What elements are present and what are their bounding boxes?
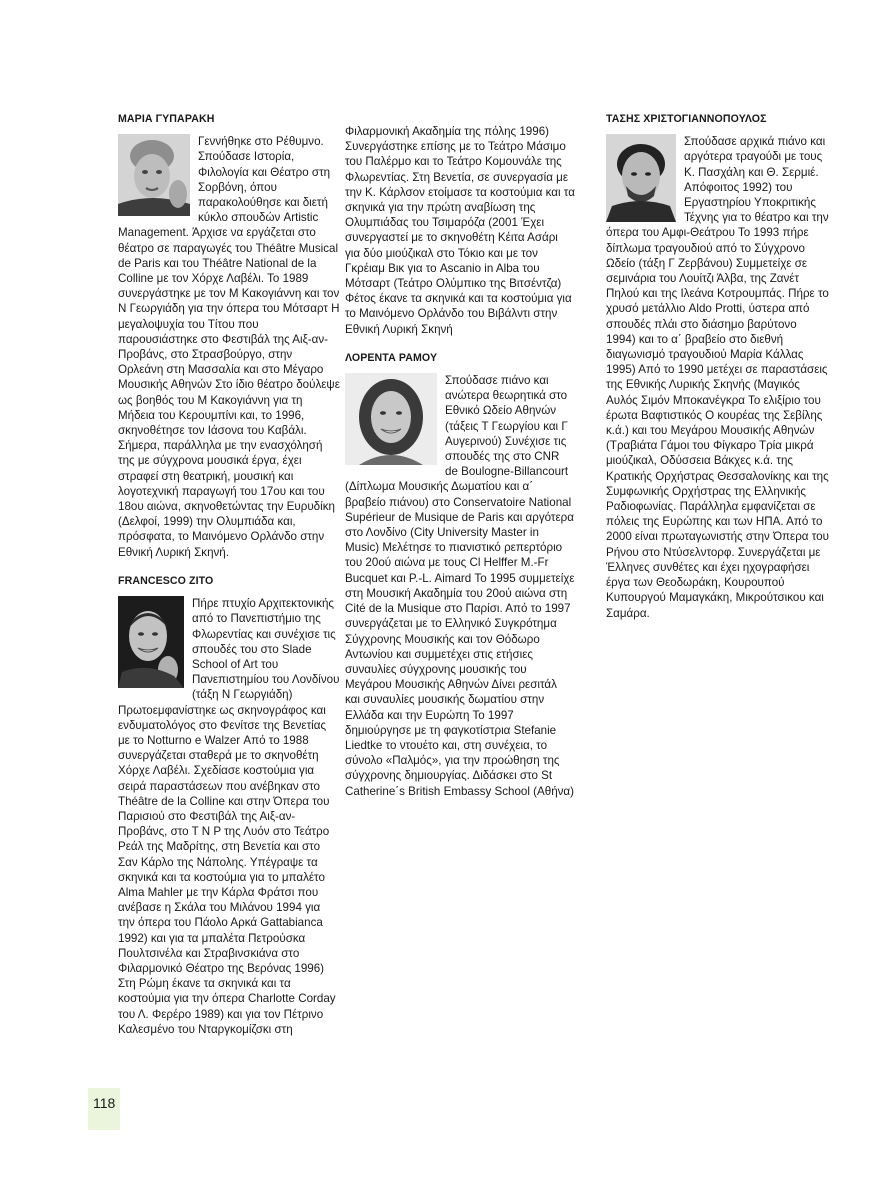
portrait-photo-lorenta-ramou (345, 373, 437, 465)
bio-text-francesco-zito: Πήρε πτυχίο Αρχιτεκτονικής από το Πανεπιστήμιο της Φλωρεντίας και συνέχισε τις σπουδές του στο Slade School of Art του Πανεπιστημίου του Λονδίνου (τάξη Ν Γεωργιάδη) Πρωτοεμφανίστηκε ως σκηνογράφος και ενδυματολόγος στο Φενίτσε της Βενετίας με το Notturno e Walzer Από το 1988 συνεργάζεται σταθερά με το σκηνοθέτη Χόρχε Λαβέλι. Σχεδίασε κοστούμια για σειρά παραστάσεων που ανέβηκαν στο Théâtre de la Colline και στην Όπερα του Παρισιού στο Φεστιβάλ της Αιξ-αν-Προβάνς, στο Τ Ν Ρ της Λυόν στο Τεάτρο Ρεάλ της Μαδρίτης, στη Βενετία και στο Σαν Κάρλο της Νάπολης. Υπέγραψε τα σκηνικά και τα κοστούμια για το μπαλέτο Alma Mahler με την Κάρλα Φράτσι που ανέβασε η Σκάλα του Μιλάνου 1994 για την όπερα του Πάολο Αρκά Gattabianca 1992) και για τα μπαλέτα Πετρούσκα Πουλτσινέλα και Στραβινσκιάνα στο Φιλαρμονικό Θέατρο της Βερόνας 1996) Στη Ρώμη έκανε τα σκηνικά και τα κοστούμια για την όπερα Charlotte Corday του Λ. Φερέρο 1989) και για τον Πέτρινο Καλεσμένο του Νταργκομίζσκι στη (118, 597, 340, 1036)
bio-heading-francesco-zito: FRANCESCO ZITO (118, 574, 214, 587)
page-number: 118 (88, 1088, 120, 1130)
bio-heading-lorenta-ramou: ΛΟΡΕΝΤΑ ΡΑΜΟΥ (345, 351, 438, 364)
column-right (606, 112, 829, 621)
bio-text-francesco-zito-continued: Φιλαρμονική Ακαδημία της πόλης 1996) Συνεργάστηκε επίσης με το Τεάτρο Μάσιμο του Παλέρμο και το Τεάτρο Κομουνάλε της Φλωρεντίας. Στη Βενετία, σε συνεργασία με την Κ. Κάρλσον ετοίμασε τα κοστούμια και τα σκηνικά για την πρώτη αναβίωση της Ολυμπιάδας του Τσιμαρόζα (2001 Έχει συνεργαστεί με το σκηνοθέτη Κέιτα Ασάρι για δύο μιούζικαλ στο Τόκιο και με τον Γκρέιαμ Βικ για το Ascanio in Alba του Μότσαρτ (Τεάτρο Ολύμπικο της Βιτσέντζα) Φέτος έκανε τα σκηνικά και τα κοστούμια για το Μαινόμενο Ορλάνδο του Βιβάλντι στην Εθνική Λυρική Σκηνή (345, 125, 575, 336)
bio-text-tasis-christogiannopoulos: Σπούδασε αρχικά πιάνο και αργότερα τραγούδι με τους Κ. Πασχάλη και Θ. Σερμιέ. Απόφοιτος 1992) του Εργαστηρίου Υποκριτικής Τέχνης για το θέατρο και την όπερα του Αμφι-Θεάτρου Το 1993 πήρε δίπλωμα τραγουδιού από το Σύγχρονο Ωδείο (τάξη Γ Ζερβάνου) Συμμετείχε σε σεμινάρια του Λουίτζι Άλβα, της Ζανέτ Πηλού και της Ιλεάνα Κοτρουμπάς. Πήρε το χρυσό μετάλλιο Aldo Protti, ύστερα από σπουδές πλάι στο διάσημο βαρύτονο 1994) και το α΄ βραβείο στο διεθνή διαγωνισμό τραγουδιού Μαρία Κάλλας 1995) Από το 1990 μετέχει σε παραστάσεις της Εθνικής Λυρικής Σκηνής (Μαγικός Αυλός Σιμόν Μποκανέγκρα Το ελιξίριο του έρωτα Βαφτιστικός Ο κουρέας της Σεβίλης κ.ά.) και του Μεγάρου Μουσικής Αθηνών (Τραβιάτα Γάμοι του Φίγκαρο Τρία μικρά μιούζικαλ, Οδύσσεια Βάκχες κ.ά. της Κρατικής Ορχήστρας Θεσσαλονίκης και της Συμφωνικής Ορχήστρας της Ελληνικής Ραδιοφωνίας. Παράλληλα εμφανίζεται σε πόλεις της Ευρώπης και των ΗΠΑ. Από το 2000 είναι πρωταγωνιστής στην Όπερα του Ρήνου στο Ντύσελντορφ. Συνεργάζεται με Έλληνες συνθέτες και έχει ηχογραφήσει έργα των Θεοδωράκη, Κουρουπού Κυπουργού Μαμαγκάκη, Μικρούτσικου και Σαμάρα. (606, 135, 829, 620)
portrait-photo-tasis-christogiannopoulos (606, 134, 676, 222)
column-left (118, 112, 340, 1037)
bio-text-lorenta-ramou: Σπούδασε πιάνο και ανώτερα θεωρητικά στο Εθνικό Ωδείο Αθηνών (τάξεις Τ Γεωργίου και Γ Αυγερινού) Συνέχισε τις σπουδές της στο CNR de Boulogne-Billancourt (Δίπλωμα Μουσικής Δωματίου και α΄ βραβείο πιάνου) στο Conservatoire National Supérieur de Musique de Paris και αργότερα στο Λονδίνο (City University Master in Music) Μελέτησε το πιανιστικό ρεπερτόριο του 20ού αιώνα με τους Cl Helffer M.-Fr Bucquet και P.-L. Aimard Το 1995 συμμετείχε στη Μουσική Ακαδημία του 20ού αιώνα στη Cité de la Musique στο Παρίσι. Από το 1997 συνεργάζεται με το Ελληνικό Συγκρότημα Σύγχρονης Μουσικής και τον Θόδωρο Αντωνίου και συμμετέχει στις ετήσιες συναυλίες σύγχρονης μουσικής του Μεγάρου Μουσικής Αθηνών Δίνει ρεσιτάλ και συναυλίες μουσικής δωματίου στην Ελλάδα και την Ευρώπη Το 1997 δημιούργησε με τη φαγκοτίστρια Stefanie Liedtke το ντουέτο και, στη συνέχεια, το σύνολο «Παλμός», για την προώθηση της σύγχρονης δημιουργίας. Διδάσκει στο St Catherine΄s British Embassy School (Αθήνα) (345, 374, 575, 798)
column-middle (345, 124, 575, 799)
portrait-photo-francesco-zito (118, 596, 184, 688)
portrait-photo-maria-gyparaki (118, 134, 190, 216)
bio-text-maria-gyparaki: Γεννήθηκε στο Ρέθυμνο. Σπούδασε Ιστορία, Φιλολογία και Θέατρο στη Σορβόνη, όπου παρακολούθησε και διετή κύκλο σπουδών Artistic Management. Άρχισε να εργάζεται στο θέατρο σε παραγωγές του Théâtre Musical de Paris και του Théâtre National de la Colline με τον Χόρχε Λαβέλι. Το 1989 συνεργάστηκε με τον Μ Κακογιάννη και τον Ν Γεωργιάδη για την όπερα του Μότσαρτ Η μεγαλοψυχία του Τίτου που παρουσιάστηκε στο Φεστιβάλ της Αιξ-αν-Προβάνς, στο Στρασβούργο, στην Ορλεάνη στη Μασσαλία και στο Μέγαρο Μουσικής Αθηνών Στο ίδιο θέατρο δούλεψε ως βοηθός του Μ Κακογιάννη για τη Μήδεια του Κερουμπίνι και, το 1996, σκηνοθέτησε τον Ιάσονα του Καβάλι. Σήμερα, παράλληλα με την ενασχόλησή της με σύγχρονα μουσικά έργα, έχει στραφεί στη θεατρική, μουσική και λογοτεχνική παραγωγή του 17ου και του 18ου αιώνα, σκηνοθετώντας την Ευρυδίκη (Δελφοί, 1999) την Ολυμπιάδα και, πρόσφατα, το Μαινόμενο Ορλάνδο στην Εθνική Λυρική Σκηνή. (118, 135, 340, 559)
bio-heading-tasis-christogiannopoulos: ΤΑΣΗΣ ΧΡΙΣΤΟΓΙΑΝΝΟΠΟΥΛΟΣ (606, 113, 767, 125)
bio-heading-maria-gyparaki: ΜΑΡΙΑ ΓΥΠΑΡΑΚΗ (118, 113, 215, 125)
